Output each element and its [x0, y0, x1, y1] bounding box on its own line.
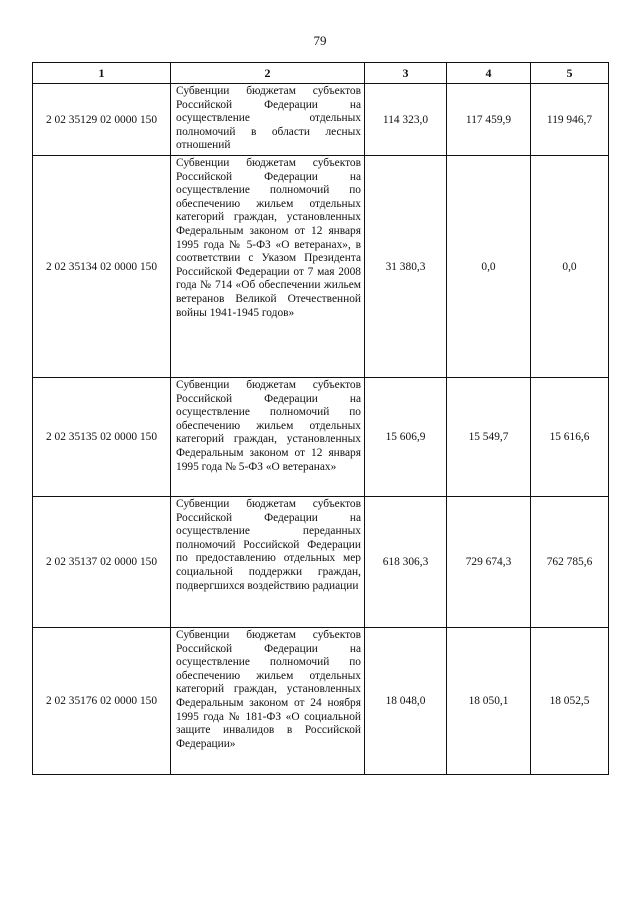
table-row — [33, 497, 609, 628]
amount-year1: 114 323,0 — [365, 84, 447, 156]
amount-year3: 18 052,5 — [531, 628, 609, 775]
column-header-code: 1 — [33, 63, 171, 84]
amount-year1: 618 306,3 — [365, 497, 447, 628]
amount-year2: 0,0 — [447, 156, 531, 378]
table-row — [33, 378, 609, 497]
amount-year3: 15 616,6 — [531, 378, 609, 497]
budget-code: 2 02 35134 02 0000 150 — [33, 156, 171, 378]
amount-year3: 119 946,7 — [531, 84, 609, 156]
table-row — [33, 84, 609, 156]
amount-year1: 31 380,3 — [365, 156, 447, 378]
description: Субвенции бюджетам субъектов Российской Федерации на осуществление переданных полномочий Российской Федерации по предоставлению отдельных мер социальной поддержки граждан, подвергшихся воздействию радиации — [171, 497, 365, 628]
column-header-description: 2 — [171, 63, 365, 84]
amount-year3: 0,0 — [531, 156, 609, 378]
amount-year1: 18 048,0 — [365, 628, 447, 775]
column-header-year2: 4 — [447, 63, 531, 84]
table-header-row — [33, 63, 609, 84]
table-row — [33, 628, 609, 775]
description: Субвенции бюджетам субъектов Российской Федерации на осуществление отдельных полномочий в области лесных отношений — [171, 84, 365, 156]
budget-table — [32, 62, 609, 775]
budget-code: 2 02 35137 02 0000 150 — [33, 497, 171, 628]
amount-year2: 18 050,1 — [447, 628, 531, 775]
amount-year1: 15 606,9 — [365, 378, 447, 497]
amount-year3: 762 785,6 — [531, 497, 609, 628]
amount-year2: 117 459,9 — [447, 84, 531, 156]
amount-year2: 729 674,3 — [447, 497, 531, 628]
description: Субвенции бюджетам субъектов Российской Федерации на осуществление полномочий по обеспечению жильем отдельных категорий граждан, установленных Федеральным законом от 12 января 1995 года № 5-ФЗ «О ветеранах» — [171, 378, 365, 497]
description: Субвенции бюджетам субъектов Российской Федерации на осуществление полномочий по обеспечению жильем отдельных категорий граждан, установленных Федеральным законом от 24 ноября 1995 года № 181-ФЗ «О социальной защите инвалидов в Российской Федерации» — [171, 628, 365, 775]
page-number: 79 — [313, 33, 327, 48]
amount-year2: 15 549,7 — [447, 378, 531, 497]
budget-code: 2 02 35129 02 0000 150 — [33, 84, 171, 156]
budget-code: 2 02 35176 02 0000 150 — [33, 628, 171, 775]
budget-code: 2 02 35135 02 0000 150 — [33, 378, 171, 497]
description: Субвенции бюджетам субъектов Российской Федерации на осуществление полномочий по обеспечению жильем отдельных категорий граждан, установленных Федеральным законом от 12 января 1995 года № 5-ФЗ «О ветеранах», в соответствии с Указом Президента Российской Федерации от 7 мая 2008 года № 714 «Об обеспечении жильем ветеранов Великой Отечественной войны 1941-1945 годов» — [171, 156, 365, 378]
column-header-year3: 5 — [531, 63, 609, 84]
table-row — [33, 156, 609, 378]
column-header-year1: 3 — [365, 63, 447, 84]
